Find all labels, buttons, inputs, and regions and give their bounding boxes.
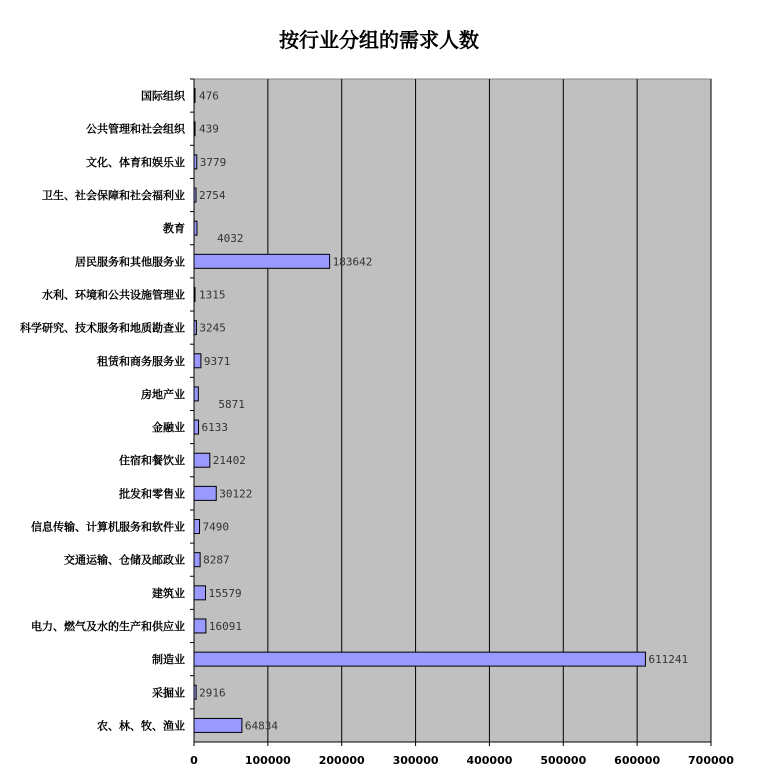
category-label: 信息传输、计算机服务和软件业	[31, 520, 185, 534]
x-tick-label: 600000	[614, 754, 661, 767]
data-label: 2916	[199, 686, 226, 700]
bar	[194, 287, 195, 301]
bar	[194, 718, 242, 732]
chart-title: 按行业分组的需求人数	[279, 28, 479, 52]
data-label: 476	[199, 89, 219, 103]
bar	[194, 89, 195, 103]
x-tick-label: 200000	[318, 754, 365, 767]
data-label: 64834	[244, 719, 279, 733]
category-label: 批发和零售业	[119, 487, 185, 501]
data-label: 1315	[199, 288, 226, 302]
bar	[194, 619, 206, 633]
data-label: 4032	[216, 232, 244, 246]
category-label: 住宿和餐饮业	[119, 454, 185, 468]
x-tick-label: 0	[190, 754, 198, 767]
data-label: 8287	[203, 553, 230, 567]
data-label: 183642	[332, 255, 373, 269]
bar	[194, 453, 210, 467]
x-tick-label: 400000	[466, 754, 513, 767]
data-label: 3245	[199, 321, 226, 335]
bar	[194, 486, 216, 500]
category-label: 制造业	[152, 653, 185, 667]
bar	[194, 420, 199, 434]
category-label: 交通运输、仓储及邮政业	[64, 553, 185, 567]
bar	[194, 520, 200, 534]
bar	[194, 586, 206, 600]
category-label: 居民服务和其他服务业	[75, 255, 185, 269]
data-label: 7490	[202, 520, 230, 534]
bar	[194, 685, 196, 699]
data-label: 2754	[199, 189, 226, 203]
bar	[194, 122, 195, 136]
data-label: 21402	[212, 454, 246, 468]
bar	[194, 553, 200, 567]
plot-area	[194, 79, 711, 742]
category-label: 租赁和商务服务业	[97, 354, 185, 368]
bar	[194, 254, 330, 268]
category-label: 文化、体育和娱乐业	[86, 155, 185, 169]
category-label: 房地产业	[141, 387, 185, 401]
category-label: 建筑业	[152, 586, 185, 600]
data-label: 16091	[208, 619, 243, 633]
x-tick-label: 500000	[540, 754, 587, 767]
category-label: 国际组织	[141, 89, 185, 103]
data-label: 15579	[208, 586, 242, 600]
bar	[194, 188, 196, 202]
category-label: 水利、环境和公共设施管理业	[42, 288, 185, 302]
category-label: 农、林、牧、渔业	[97, 719, 185, 733]
data-label: 439	[199, 122, 219, 136]
x-tick-label: 300000	[392, 754, 439, 767]
data-label: 6133	[201, 421, 229, 435]
category-label: 金融业	[152, 421, 185, 435]
bar	[194, 387, 198, 401]
bar	[194, 354, 201, 368]
bar	[194, 155, 197, 169]
data-label: 5871	[218, 397, 245, 411]
category-label: 科学研究、技术服务和地质勘查业	[20, 321, 185, 335]
data-label: 611241	[648, 653, 689, 667]
category-label: 采掘业	[152, 686, 185, 700]
category-label: 教育	[163, 222, 185, 236]
category-label: 公共管理和社会组织	[86, 122, 185, 136]
x-tick-label: 100000	[244, 754, 291, 767]
category-label: 电力、燃气及水的生产和供应业	[31, 619, 185, 633]
category-label: 卫生、社会保障和社会福利业	[42, 189, 185, 203]
bar	[194, 321, 196, 335]
bar	[194, 221, 197, 235]
data-label: 9371	[203, 354, 231, 368]
data-label: 30122	[219, 487, 253, 501]
x-tick-label: 700000	[688, 754, 734, 767]
data-label: 3779	[199, 155, 227, 169]
bar	[194, 652, 645, 666]
